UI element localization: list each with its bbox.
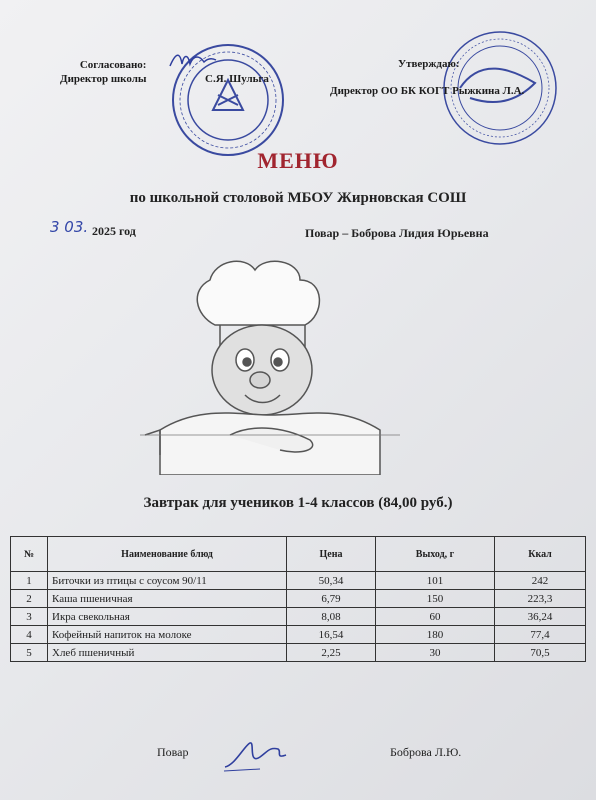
col-header-price: Цена	[287, 537, 376, 572]
cell-dish: Биточки из птицы с соусом 90/11	[48, 572, 287, 590]
page-subtitle: по школьной столовой МБОУ Жирновская СОШ	[129, 190, 467, 206]
cell-price: 6,79	[287, 590, 376, 608]
cell-number: 3	[11, 608, 48, 626]
table-row	[11, 626, 586, 644]
cell-price: 2,25	[287, 644, 376, 662]
table-row	[11, 572, 586, 590]
footer-cook-label: Повар	[157, 745, 189, 759]
col-header-kcal: Ккал	[495, 537, 586, 572]
table-row	[11, 590, 586, 608]
cell-kcal: 70,5	[495, 644, 586, 662]
cell-price: 16,54	[287, 626, 376, 644]
cell-number: 4	[11, 626, 48, 644]
col-header-weight: Выход, г	[376, 537, 495, 572]
page-title: МЕНЮ	[257, 148, 339, 173]
chef-illustration-icon	[140, 255, 400, 475]
breakfast-title: Завтрак для учеников 1-4 классов (84,00 руб.)	[143, 495, 453, 511]
handwritten-date: 3 03.	[50, 218, 89, 236]
cell-weight: 60	[376, 608, 495, 626]
approved-label: Согласовано:	[79, 59, 147, 71]
menu-table	[10, 536, 586, 662]
col-header-dish: Наименование блюд	[48, 537, 287, 572]
cell-dish: Хлеб пшеничный	[48, 644, 287, 662]
approved-name: С.Я. Шульга	[205, 73, 269, 85]
cell-kcal: 242	[495, 572, 586, 590]
cell-dish: Каша пшеничная	[48, 590, 287, 608]
cell-number: 2	[11, 590, 48, 608]
table-row	[11, 644, 586, 662]
footer-cook-name: Боброва Л.Ю.	[390, 745, 462, 759]
cell-weight: 180	[376, 626, 495, 644]
cell-number: 5	[11, 644, 48, 662]
date-year: 2025 год	[92, 224, 136, 238]
cell-weight: 101	[376, 572, 495, 590]
cell-kcal: 36,24	[495, 608, 586, 626]
table-header-row	[11, 537, 586, 572]
approved-role: Директор школы	[60, 73, 147, 85]
cell-kcal: 77,4	[495, 626, 586, 644]
cell-weight: 150	[376, 590, 495, 608]
cell-number: 1	[11, 572, 48, 590]
cell-price: 50,34	[287, 572, 376, 590]
col-header-number: №	[11, 537, 48, 572]
cell-dish: Икра свекольная	[48, 608, 287, 626]
cook-line: Повар – Боброва Лидия Юрьевна	[305, 226, 489, 240]
cell-price: 8,08	[287, 608, 376, 626]
confirm-line: Директор ОО БК КОГТ Рыжкина Л.А.	[330, 85, 525, 97]
cell-dish: Кофейный напиток на молоке	[48, 626, 287, 644]
cell-kcal: 223,3	[495, 590, 586, 608]
cell-weight: 30	[376, 644, 495, 662]
confirm-label: Утверждаю:	[398, 58, 460, 70]
cook-signature-icon	[220, 735, 290, 775]
director-signature-icon	[168, 48, 218, 70]
approved-block	[60, 58, 146, 86]
table-row	[11, 608, 586, 626]
